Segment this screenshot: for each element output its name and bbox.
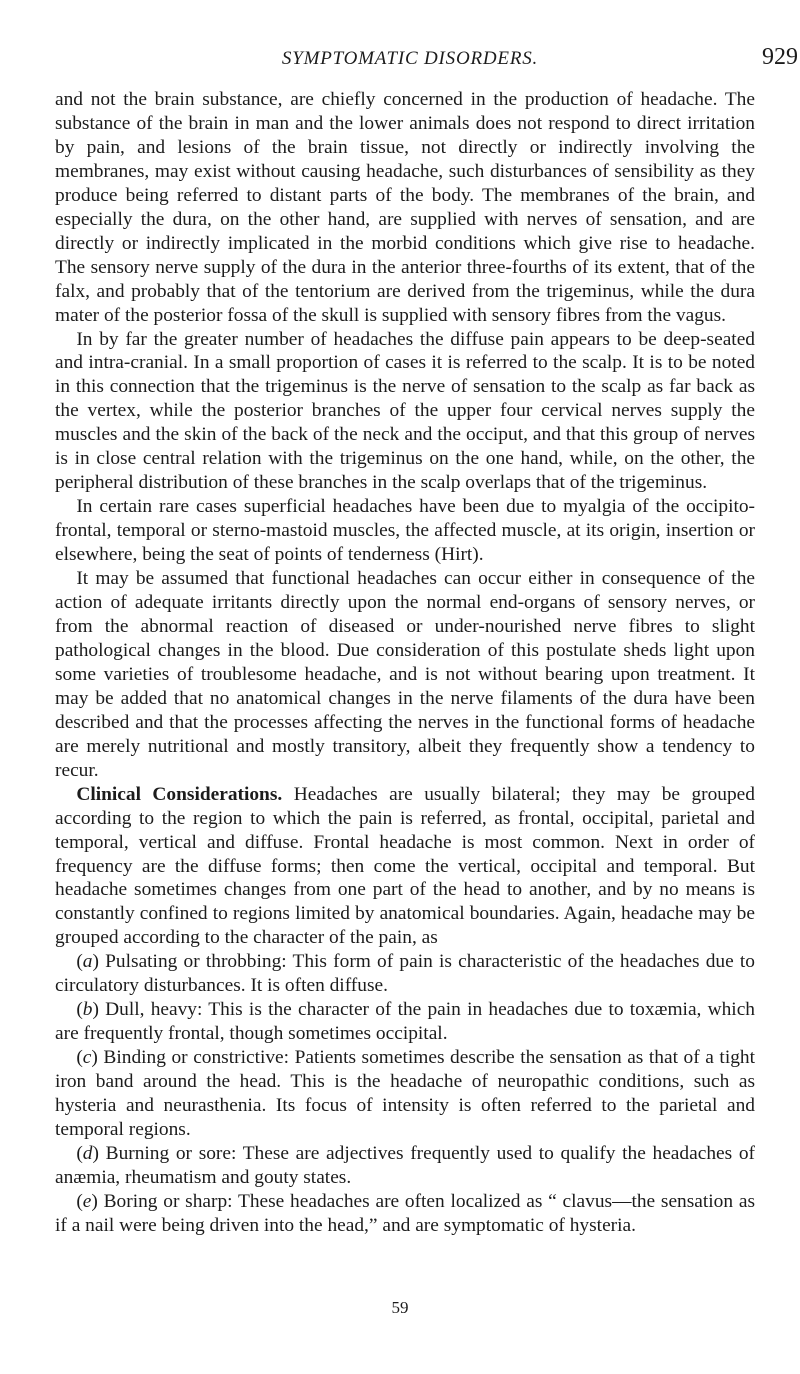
page-number: 929: [762, 44, 798, 70]
item-paren: (: [76, 1142, 83, 1164]
item-letter: b: [82, 999, 93, 1021]
item-paren: (: [76, 1190, 83, 1212]
paragraph: and not the brain substance, are chiefly concerned in the production of headache. The substance of the brain in man and the lower animals does not respond to direct irritation by pain, and lesions of the brain tissue, not directly or indirectly involving the membranes, may exist without causing headache, such disturbances of sensibility as they produce being referred to distant parts of the body. The membranes of the brain, and especially the dura, on the other hand, are supplied with nerves of sensation, and are directly or indirectly implicated in the morbid conditions which give rise to headache. The sensory nerve supply of the dura in the anterior three-fourths of its extent, that of the falx, and probably that of the tentorium are derived from the trigeminus, while the dura mater of the posterior fossa of the skull is supplied with sensory fibres from the vagus.: [55, 89, 755, 326]
list-item: [55, 1142, 755, 1190]
clinical-considerations-paragraph: [55, 783, 755, 951]
item-paren: (: [76, 999, 83, 1021]
list-item: [55, 950, 755, 998]
item-letter: c: [82, 1047, 92, 1069]
paragraph: It may be assumed that functional headaches can occur either in consequence of the action of adequate irritants directly upon the normal end-organs of sensory nerves, or from the abnormal reaction of diseased or under-nourished nerve fibres to slight pathological changes in the blood. Due consideration of this postulate sheds light upon some varieties of troublesome headache, and is not without bearing upon treatment. It may be added that no anatomical changes in the nerve filaments of the dura have been described and that the processes affecting the nerves in the functional forms of headache are merely nutritional and mostly transitory, albeit they frequently show a tendency to recur.: [55, 568, 755, 781]
item-text: ) Pulsating or throbbing: This form of pain is characteristic of the headaches due to circulatory disturbances. It is often diffuse.: [55, 951, 755, 997]
item-text: ) Burning or sore: These are adjectives frequently used to qualify the headaches of anæmia, rheumatism and gouty states.: [55, 1142, 755, 1188]
signature-mark: 59: [391, 1298, 409, 1317]
paragraph-text: Headaches are usually bilateral; they may be grouped according to the region to which the pain is referred, as frontal, occipital, parietal and temporal, vertical and diffuse. Frontal headache is most common. Next in order of frequency are the diffuse forms; then come the vertical, occipital and temporal. But headache sometimes changes from one part of the head to another, and by no means is constantly confined to regions limited by anatomical boundaries. Again, headache may be grouped according to the character of the pain, as: [55, 783, 755, 949]
item-letter: e: [82, 1190, 92, 1212]
page-header: [60, 44, 798, 78]
running-head: SYMPTOMATIC DISORDERS.: [281, 48, 539, 69]
item-letter: a: [82, 951, 93, 973]
item-text: ) Boring or sharp: These headaches are often localized as “ clavus—the sensation as if a nail were being driven into the head,” and are symptomatic of hysteria.: [55, 1190, 755, 1236]
item-letter: d: [82, 1142, 93, 1164]
list-item: [55, 998, 755, 1046]
item-text: ) Binding or constrictive: Patients sometimes describe the sensation as that of a tight iron band around the head. This is the headache of neuropathic conditions, such as hysteria and neurasthenia. Its focus of intensity is often referred to the parietal and temporal regions.: [55, 1047, 755, 1140]
item-paren: (: [76, 951, 83, 973]
list-item: [55, 1046, 755, 1142]
paragraph: In by far the greater number of headaches the diffuse pain appears to be deep-seated and intra-cranial. In a small proportion of cases it is referred to the scalp. It is to be noted in this connection that the trigeminus is the nerve of sensation to the scalp as far back as the vertex, while the posterior branches of the upper four cervical nerves supply the muscles and the skin of the back of the neck and the occiput, and that this group of nerves is in close central relation with the trigeminus on the one hand, while, on the other, the peripheral distribution of these branches in the scalp overlaps that of the trigeminus.: [55, 328, 755, 494]
item-paren: (: [76, 1047, 83, 1069]
list-item: [55, 1190, 755, 1238]
paragraph: In certain rare cases superficial headaches have been due to myalgia of the occipito-frontal, temporal or sterno-mastoid muscles, the affected muscle, at its origin, insertion or elsewhere, being the seat of points of tenderness (Hirt).: [55, 496, 755, 566]
body-text: [55, 88, 755, 1238]
item-text: ) Dull, heavy: This is the character of the pain in headaches due to toxæmia, which are frequently frontal, though sometimes occipital.: [55, 999, 755, 1045]
section-heading: Clinical Considerations.: [76, 783, 283, 805]
